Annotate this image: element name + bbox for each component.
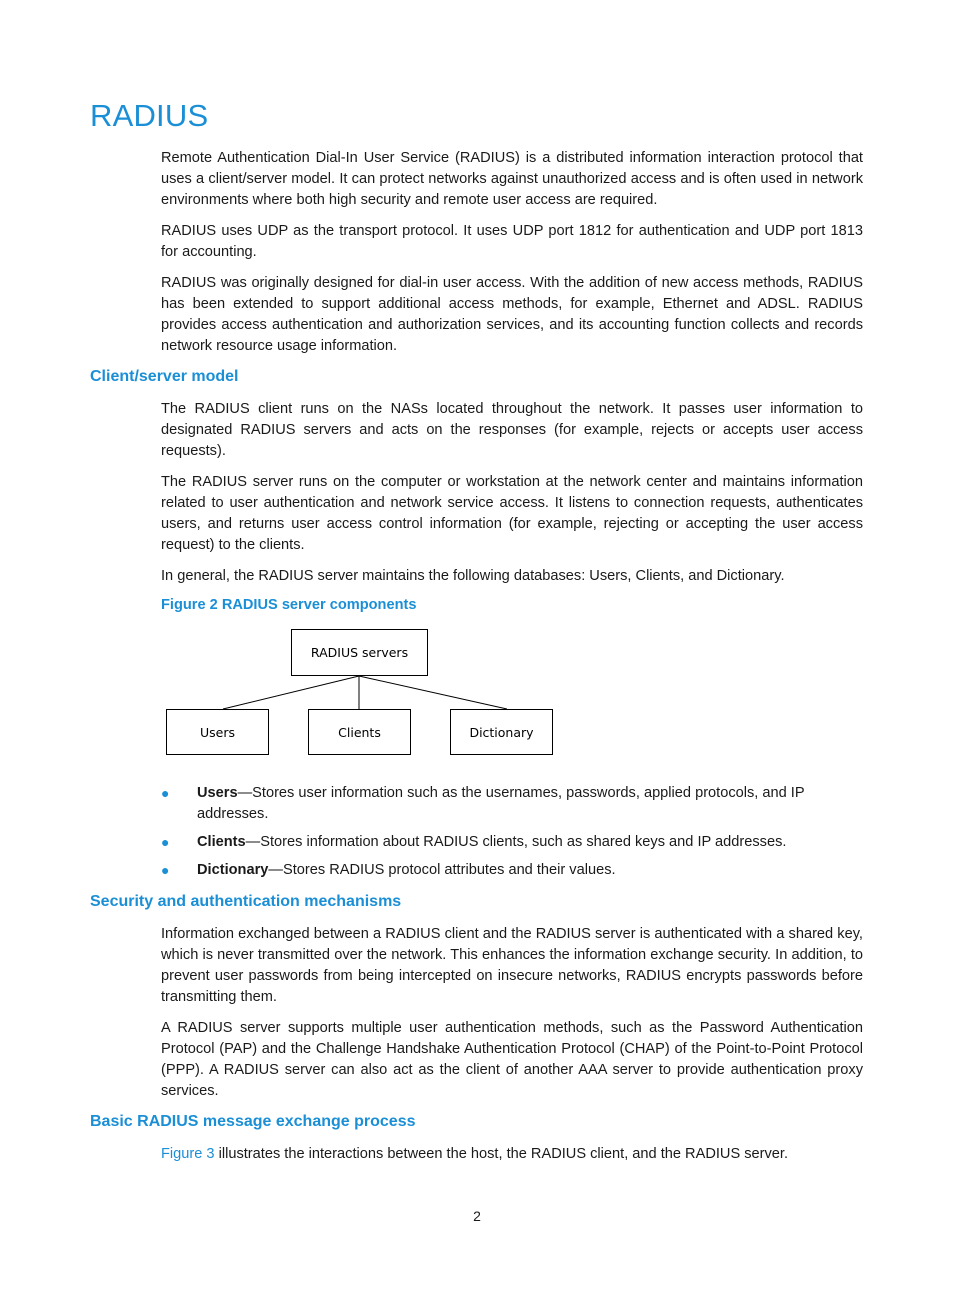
bullet-term: Dictionary xyxy=(197,862,269,878)
security-paragraph-1: Information exchanged between a RADIUS client and the RADIUS server is authenticated with a shared key, which is never transmitted over the network. This enhances the information exchange security. In addition, to prevent user passwords from being intercepted on insecure networks, RADIUS encrypts passwords before transmitting them. xyxy=(161,926,863,1005)
bullet-term: Clients xyxy=(197,834,246,850)
figure-3-link[interactable]: Figure 3 xyxy=(161,1146,215,1162)
exchange-text: illustrates the interactions between the host, the RADIUS client, and the RADIUS server. xyxy=(214,1146,789,1162)
figure-caption: Figure 2 RADIUS server components xyxy=(161,597,417,613)
client-server-paragraph-3: In general, the RADIUS server maintains the following databases: Users, Clients, and Dictionary. xyxy=(161,568,785,584)
heading-client-server: Client/server model xyxy=(90,368,239,385)
bullet-item-clients xyxy=(161,832,863,853)
heading-security: Security and authentication mechanisms xyxy=(90,893,402,910)
figure-box-radius-servers: RADIUS servers xyxy=(291,629,428,676)
exchange-paragraph xyxy=(161,1144,863,1165)
client-server-paragraph-1: The RADIUS client runs on the NASs located throughout the network. It passes user information to designated RADIUS servers and acts on the responses (for example, rejects or accepts user access requests). xyxy=(161,401,863,459)
bullet-text: —Stores user information such as the usernames, passwords, applied protocols, and IP addresses. xyxy=(197,785,805,822)
bullet-dot-icon: ● xyxy=(161,862,170,878)
bullet-text: —Stores information about RADIUS clients, such as shared keys and IP addresses. xyxy=(245,834,787,850)
page-title: RADIUS xyxy=(90,98,209,133)
intro-paragraph-3: RADIUS was originally designed for dial-in user access. With the addition of new access methods, RADIUS has been extended to support additional access methods, for example, Ethernet and ADSL. RADIUS provides access authentication and authorization services, and its accounting function collects and records network resource usage information. xyxy=(161,275,863,354)
connector-line-users xyxy=(223,676,359,709)
figure-box-clients: Clients xyxy=(308,709,411,755)
bullet-text: —Stores RADIUS protocol attributes and their values. xyxy=(268,862,616,878)
page-number: 2 xyxy=(473,1208,481,1224)
client-server-paragraph-2: The RADIUS server runs on the computer or workstation at the network center and maintains information related to user authentication and network service access. It listens to connection requests, authenticates users, and returns user access control information (for example, rejecting or accepting the user access request) to the clients. xyxy=(161,474,863,553)
heading-message-exchange: Basic RADIUS message exchange process xyxy=(90,1113,416,1130)
intro-paragraph-2: RADIUS uses UDP as the transport protocol. It uses UDP port 1812 for authentication and UDP port 1813 for accounting. xyxy=(161,223,863,260)
connector-line-dictionary xyxy=(359,676,507,709)
figure-box-dictionary: Dictionary xyxy=(450,709,553,755)
bullet-dot-icon: ● xyxy=(161,785,170,801)
bullet-term: Users xyxy=(197,785,238,801)
bullet-item-users xyxy=(161,783,863,825)
bullet-dot-icon: ● xyxy=(161,834,170,850)
bullet-item-dictionary xyxy=(161,860,863,881)
security-paragraph-2: A RADIUS server supports multiple user authentication methods, such as the Password Authentication Protocol (PAP) and the Challenge Handshake Authentication Protocol (CHAP) of the Point-to-Point Protocol (PPP). A RADIUS server can also act as the client of another AAA server to provide authentication proxy services. xyxy=(161,1020,863,1099)
figure-box-users: Users xyxy=(166,709,269,755)
intro-paragraph-1: Remote Authentication Dial-In User Service (RADIUS) is a distributed information interaction protocol that uses a client/server model. It can protect networks against unauthorized access and is often used in network environments where both high security and remote user access are required. xyxy=(161,150,863,208)
